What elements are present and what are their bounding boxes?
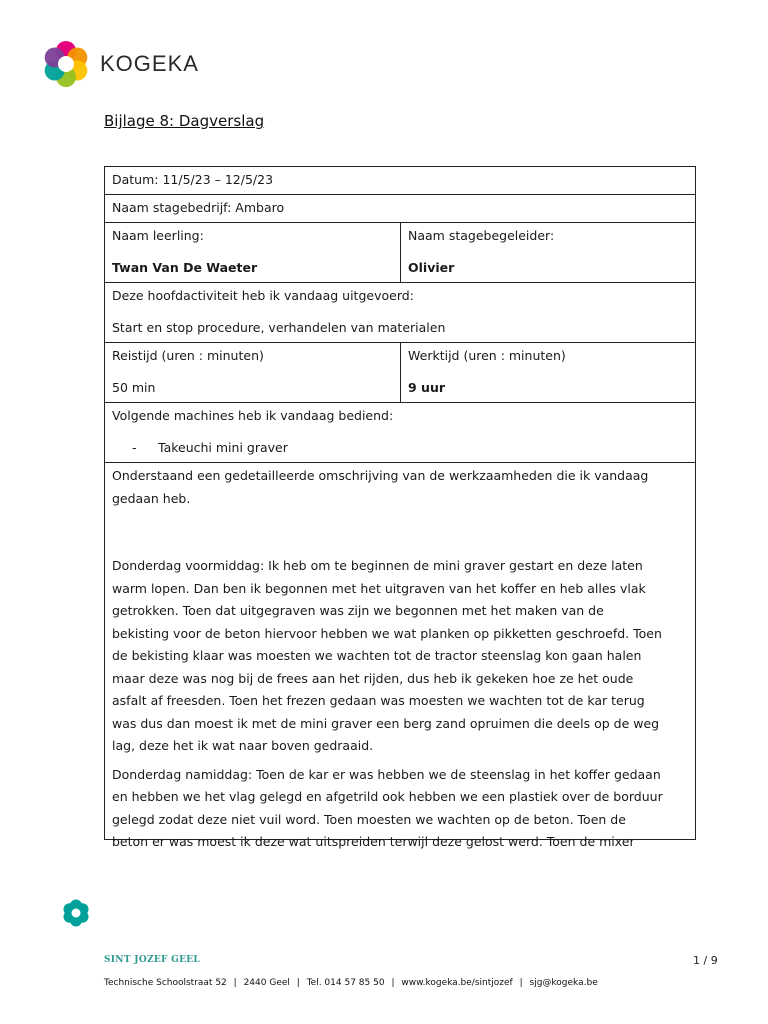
stagebedrijf-cell xyxy=(105,195,696,223)
machine-name: Takeuchi mini graver xyxy=(158,440,288,455)
werktijd-cell xyxy=(401,343,696,403)
row-namen xyxy=(105,223,696,283)
activiteit-value: Start en stop procedure, verhandelen van materialen xyxy=(112,320,446,335)
paragraph-voormiddag: Donderdag voormiddag: Ik heb om te beginnen de mini graver gestart en deze laten warm lopen. Dan ben ik begonnen met het uitgraven van het koffer en heb alles vlak getrokken. Toen dat uitgegraven was zijn we begonnen met het maken van de bekisting voor de beton hiervoor hebben we wat planken op pikketten geschroefd. Toen de bekisting klaar was moesten we wachten tot de tractor steenslag kon gaan halen maar deze was nog bij de frees aan het rijden, dus heb ik gekeken hoe ze het oude asfalt af freesden. Toen het frezen gedaan was moesten we wachten tot de kar terug was dus dan moest ik met de mini graver een berg zand opruimen die deels op de weg lag, deze het ik wat naar boven gedraaid. xyxy=(112,558,662,753)
row-datum xyxy=(105,167,696,195)
activiteit-label: Deze hoofdactiviteit heb ik vandaag uitgevoerd: xyxy=(112,288,414,303)
machines-cell xyxy=(105,403,696,463)
address-separator: | xyxy=(391,978,395,988)
address-separator: | xyxy=(519,978,523,988)
reistijd-cell xyxy=(105,343,401,403)
omschrijving-cell xyxy=(105,463,696,849)
machine-list-item xyxy=(112,437,688,459)
datum-text: Datum: 11/5/23 – 12/5/23 xyxy=(112,172,274,187)
footer-flower-icon xyxy=(62,899,90,931)
address-phone: Tel. 014 57 85 50 xyxy=(306,978,385,988)
address-website[interactable]: www.kogeka.be/sintjozef xyxy=(401,978,513,988)
row-omschrijving xyxy=(105,463,696,840)
leerling-value: Twan Van De Waeter xyxy=(112,260,258,275)
kogeka-logo xyxy=(42,40,199,88)
kogeka-flower-icon xyxy=(42,40,90,88)
row-activiteit xyxy=(105,283,696,343)
address-separator: | xyxy=(233,978,237,988)
begeleider-value: Olivier xyxy=(408,260,455,275)
werktijd-label: Werktijd (uren : minuten) xyxy=(408,348,566,363)
row-stagebedrijf xyxy=(105,195,696,223)
begeleider-cell xyxy=(401,223,696,283)
machines-label: Volgende machines heb ik vandaag bediend: xyxy=(112,408,394,423)
bullet-dash: - xyxy=(132,440,137,455)
paragraph-namiddag: Donderdag namiddag: Toen de kar er was hebben we de steenslag in het koffer gedaan en hebben we het vlag gelegd en afgetrild ook hebben we een plastiek over de borduur gelegd zodat deze niet vuil word. Toen moesten we wachten op de beton. Toen de beton er was moest ik deze wat uitspreiden terwijl deze gelost werd. Toen de mixer xyxy=(112,766,663,849)
row-tijden xyxy=(105,343,696,403)
address-separator: | xyxy=(296,978,300,988)
document-title: Bijlage 8: Dagverslag xyxy=(104,112,265,130)
brand-name: KOGEKA xyxy=(100,51,199,76)
activiteit-cell xyxy=(105,283,696,343)
address-city: 2440 Geel xyxy=(243,978,290,988)
omschrijving-intro: Onderstaand een gedetailleerde omschrijving van de werkzaamheden die ik vandaag gedaan heb. xyxy=(112,468,649,506)
reistijd-label: Reistijd (uren : minuten) xyxy=(112,348,264,363)
row-machines xyxy=(105,403,696,463)
reistijd-value: 50 min xyxy=(112,380,156,395)
address-email[interactable]: sjg@kogeka.be xyxy=(529,978,598,988)
stagebedrijf-text: Naam stagebedrijf: Ambaro xyxy=(112,200,285,215)
school-name: SINT JOZEF GEEL xyxy=(104,955,201,965)
dagverslag-table xyxy=(104,166,696,849)
begeleider-label: Naam stagebegeleider: xyxy=(408,228,555,243)
werktijd-value: 9 uur xyxy=(408,380,446,395)
leerling-cell xyxy=(105,223,401,283)
datum-cell xyxy=(105,167,696,195)
leerling-label: Naam leerling: xyxy=(112,228,204,243)
footer-address xyxy=(104,978,598,988)
address-street: Technische Schoolstraat 52 xyxy=(104,978,227,988)
page-number: 1 / 9 xyxy=(693,954,718,967)
